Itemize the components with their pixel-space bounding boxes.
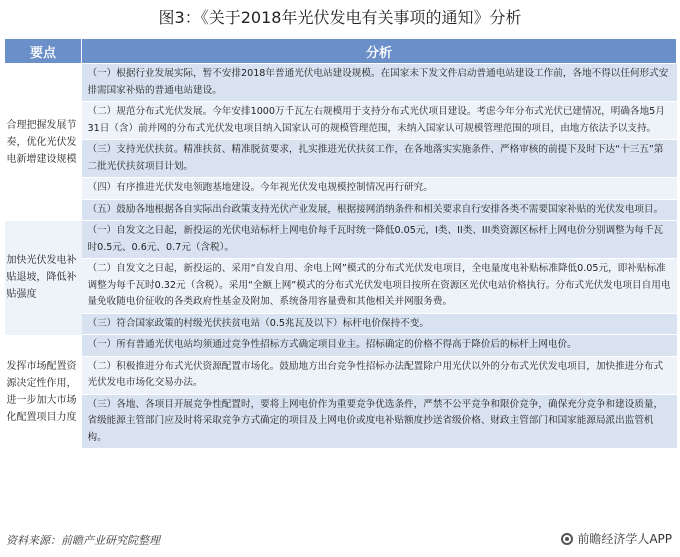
group-key: 发挥市场配置资源决定性作用，进一步加大市场化配置项目力度	[5, 335, 82, 449]
table-header-row	[5, 39, 677, 64]
table-row	[5, 313, 677, 335]
group-key: 加快光伏发电补贴退坡，降低补贴强度	[5, 221, 82, 335]
table-cell: （二）规范分布式光伏发展。今年安排1000万千瓦左右规模用于支持分布式光伏项目建设。考虑今年分布式光伏已建情况，明确各地5月31日（含）前并网的分布式光伏发电项目纳入国家认可的规模管理范围，未纳入国家认可规模管理范围的项目，由地方依法予以支持。	[82, 102, 677, 140]
table-cell: （三）符合国家政策的村级光伏扶贫电站（0.5兆瓦及以下）标杆电价保持不变。	[82, 313, 677, 335]
table-cell: （二）自发文之日起，新投运的、采用“自发自用、余电上网”模式的分布式光伏发电项目，全电量度电补贴标准降低0.05元，即补贴标准调整为每千瓦时0.32元（含税）。采用“全额上网”模式的分布式光伏发电项目按所在资源区光伏电站价格执行。分布式光伏发电项目自用电量免收随电价征收的各类政府性基金及附加、系统备用容量费和其他相关并网服务费。	[82, 259, 677, 314]
brand-name: 前瞻经济学人APP	[577, 532, 672, 546]
table-row	[5, 64, 677, 102]
group-3	[5, 335, 677, 449]
table-cell: （三）支持光伏扶贫。精准扶贫、精准脱贫要求，扎实推进光伏扶贫工作，在各地落实实施条件、严格审核的前提下及时下达“十三五”第二批光伏扶贫项目计划。	[82, 140, 677, 178]
table-cell: （四）有序推进光伏发电领跑基地建设。今年视光伏发电规模控制情况再行研究。	[82, 178, 677, 200]
table-cell: （一）所有普通光伏电站均须通过竞争性招标方式确定项目业主。招标确定的价格不得高于降价后的标杆上网电价。	[82, 335, 677, 357]
table-cell: （五）鼓励各地根据各自实际出台政策支持光伏产业发展，根据接网消纳条件和相关要求自行安排各类不需要国家补贴的光伏发电项目。	[82, 199, 677, 221]
table-row	[5, 178, 677, 200]
header-analysis: 分析	[82, 39, 677, 64]
group-1	[5, 64, 677, 221]
table-cell: （三）各地、各项目开展竞争性配置时，要将上网电价作为重要竞争优选条件，严禁不公平竞争和限价竞争，确保充分竞争和建设质量，省级能源主管部门应及时将采取竞争方式确定的项目及上网电价或度电补贴额度抄送省级价格、财政主管部门和国家能源局派出监管机构。	[82, 394, 677, 449]
header-key: 要点	[5, 39, 82, 64]
table-row	[5, 394, 677, 449]
brand-logo-icon	[561, 533, 573, 545]
figure-title: 图3：《关于2018年光伏发电有关事项的通知》分析	[158, 8, 522, 27]
group-2	[5, 221, 677, 335]
analysis-table	[4, 38, 677, 449]
table-cell: （一）根据行业发展实际，暂不安排2018年普通光伏电站建设规模。在国家未下发文件启动普通电站建设工作前，各地不得以任何形式安排需国家补贴的普通电站建设。	[82, 64, 677, 102]
brand-mark	[561, 530, 672, 547]
table-row	[5, 221, 677, 259]
table-row	[5, 259, 677, 314]
table-row	[5, 199, 677, 221]
table-row	[5, 335, 677, 357]
table-row	[5, 140, 677, 178]
source-note: 资料来源：前瞻产业研究院整理	[6, 534, 160, 547]
group-key: 合理把握发展节奏，优化光伏发电新增建设规模	[5, 64, 82, 221]
table-cell: （一）自发文之日起，新投运的光伏电站标杆上网电价每千瓦时统一降低0.05元，I类、II类、III类资源区标杆上网电价分别调整为每千瓦时0.5元、0.6元、0.7元（含税）。	[82, 221, 677, 259]
table-row	[5, 102, 677, 140]
table-cell: （二）积极推进分布式光伏资源配置市场化。鼓励地方出台竞争性招标办法配置除户用光伏以外的分布式光伏发电项目，加快推进分布式光伏发电市场化交易办法。	[82, 356, 677, 394]
table-row	[5, 356, 677, 394]
